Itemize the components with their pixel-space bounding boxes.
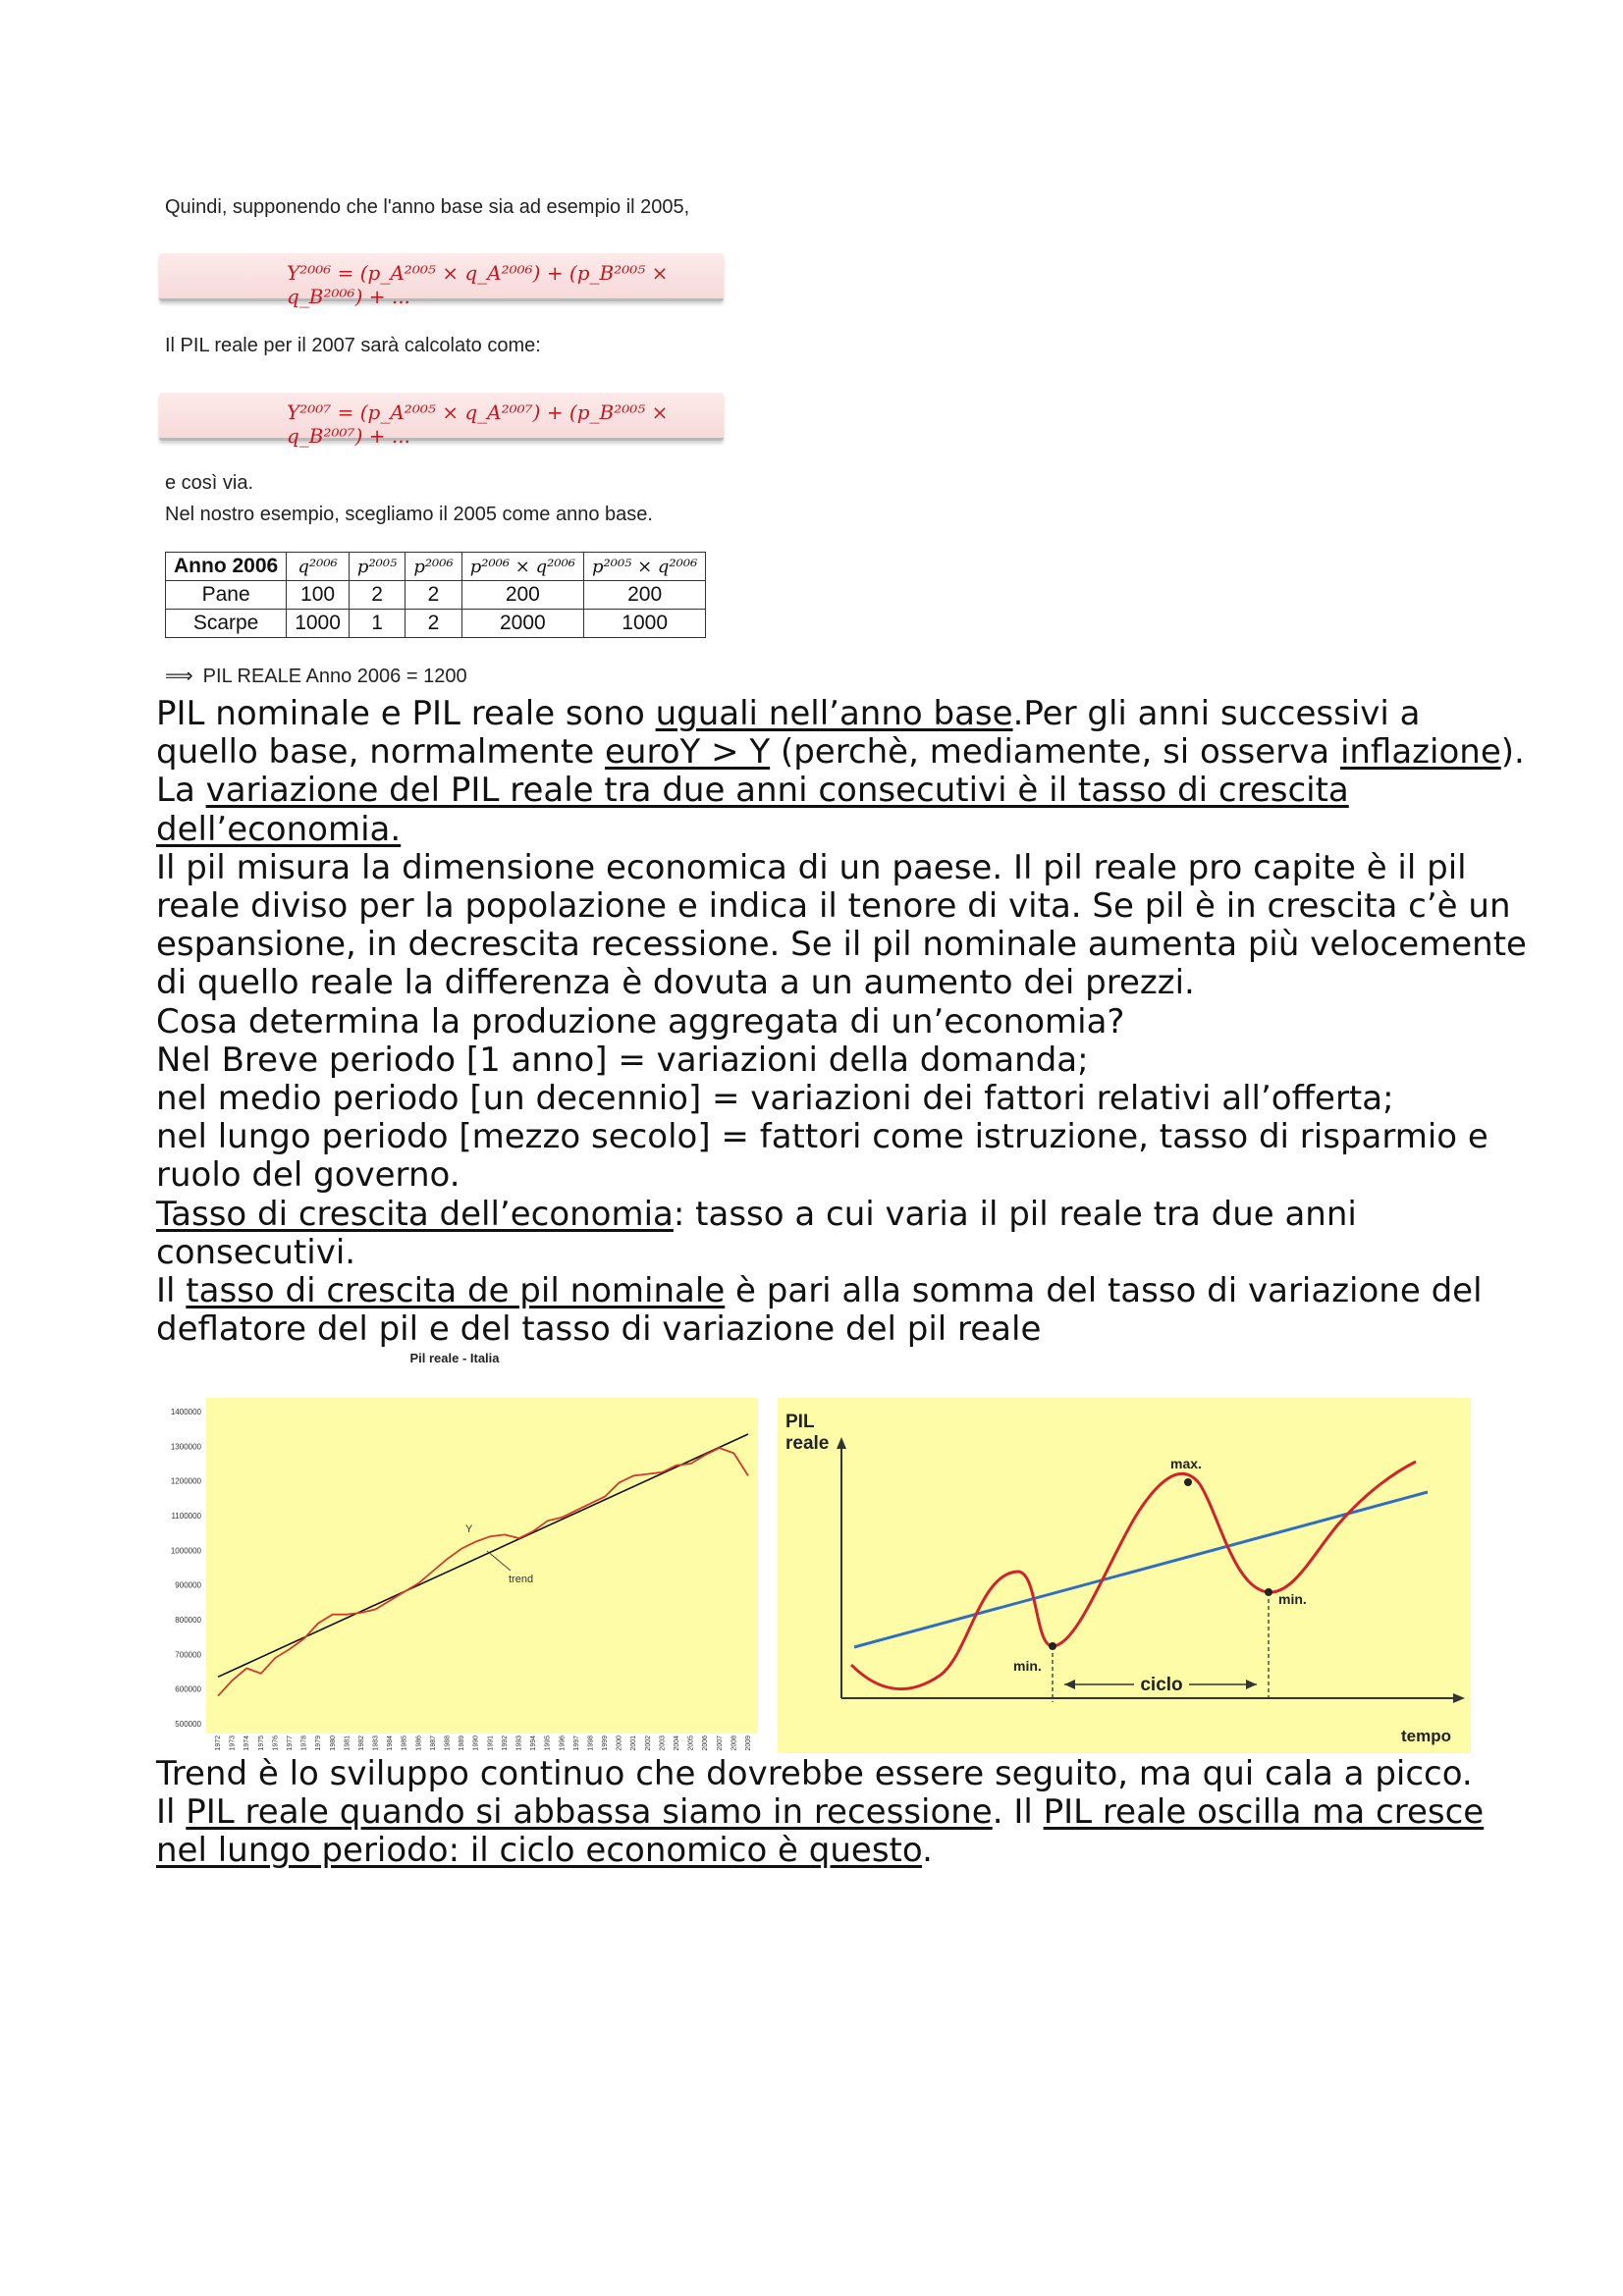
y-tick-label: 500000 xyxy=(175,1720,201,1729)
formula-2006-text: Y²⁰⁰⁶ = (p_A²⁰⁰⁵ × q_A²⁰⁰⁶) + (p_B²⁰⁰⁵ × q_B²⁰⁰⁶) + ... xyxy=(287,261,669,308)
paragraph: Il pil misura la dimensione economica di un paese. Il pil reale pro capite è il pil reale diviso per la popolazione e indica il tenore di vita. Se pil è in crescita c’è un espansione, in decrescita recessione. Se il pil nominale aumenta più velocemente di quello reale la differenza è dovuta a un aumento dei prezzi. xyxy=(156,847,1527,1003)
x-tick-label: 2009 xyxy=(745,1735,752,1751)
notes-block-1 xyxy=(156,695,1531,1349)
table-cell: 2000 xyxy=(461,610,583,638)
y-tick-label: 1000000 xyxy=(170,1546,201,1556)
x-tick-label: 1974 xyxy=(243,1735,251,1751)
y-tick-label: 1200000 xyxy=(170,1476,201,1486)
y-tick-label: 1100000 xyxy=(171,1512,201,1521)
table-cell: 2 xyxy=(406,610,461,638)
ciclo-economico-chart xyxy=(778,1398,1471,1753)
table-cell: 1 xyxy=(349,610,405,638)
chart-title: Pil reale - Italia xyxy=(409,1351,500,1365)
x-tick-label: 2001 xyxy=(630,1735,638,1751)
x-tick-label: 1988 xyxy=(444,1735,452,1751)
table-row xyxy=(166,610,706,638)
x-tick-label: 1985 xyxy=(401,1735,408,1751)
annotation-y: Y xyxy=(465,1523,473,1535)
table-cell: Pane xyxy=(166,581,287,610)
pil-table xyxy=(165,552,706,638)
y-tick-label: 1400000 xyxy=(170,1408,201,1416)
slide-cosi-via: e così via. xyxy=(165,472,254,494)
result-text: PIL REALE Anno 2006 = 1200 xyxy=(202,666,467,687)
x-tick-label: 1980 xyxy=(329,1735,337,1751)
annotation-max: max. xyxy=(1170,1456,1202,1471)
x-tick-label: 1997 xyxy=(572,1735,580,1751)
paragraph: Il tasso di crescita de pil nominale è pari alla somma del tasso di variazione del deflatore del pil e del tasso di variazione del pil reale xyxy=(156,1271,1483,1350)
table-cell: 1000 xyxy=(584,610,706,638)
x-tick-label: 2008 xyxy=(730,1735,738,1751)
table-cell: 200 xyxy=(584,581,706,610)
x-tick-label: 1983 xyxy=(372,1735,380,1751)
x-tick-label: 1992 xyxy=(501,1735,509,1751)
x-tick-label: 1981 xyxy=(344,1735,352,1751)
y-tick-label: 600000 xyxy=(175,1684,201,1694)
slide-intro: Quindi, supponendo che l'anno base sia ad esempio il 2005, xyxy=(165,196,690,218)
pil-italia-chart xyxy=(155,1347,766,1751)
x-tick-label: 1999 xyxy=(602,1735,610,1751)
x-tick-label: 1989 xyxy=(459,1735,466,1751)
paragraph: nel medio periodo [un decennio] = variazioni dei fattori relativi all’offerta; xyxy=(156,1079,1394,1119)
y-tick-label: 800000 xyxy=(175,1616,201,1625)
table-header-row xyxy=(166,553,706,581)
table-cell: 100 xyxy=(287,581,350,610)
x-label: tempo xyxy=(1401,1727,1451,1745)
y-tick-label: 1300000 xyxy=(170,1442,201,1452)
paragraph: Nel Breve periodo [1 anno] = variazioni della domanda; xyxy=(156,1040,1089,1080)
x-tick-label: 2006 xyxy=(702,1735,710,1751)
x-tick-label: 2007 xyxy=(716,1735,724,1751)
table-header: q²⁰⁰⁶ xyxy=(287,553,350,581)
x-tick-label: 1972 xyxy=(215,1735,222,1751)
slide-esempio: Nel nostro esempio, scegliamo il 2005 come anno base. xyxy=(165,504,653,525)
x-tick-label: 1978 xyxy=(300,1735,308,1751)
x-tick-label: 1979 xyxy=(315,1735,323,1751)
x-tick-label: 1990 xyxy=(472,1735,480,1751)
table-cell: Scarpe xyxy=(166,610,287,638)
table-cell: 200 xyxy=(461,581,583,610)
x-tick-label: 1993 xyxy=(515,1735,523,1751)
paragraph: Cosa determina la produzione aggregata di un’economia? xyxy=(156,1001,1125,1041)
notes-block-2 xyxy=(156,1755,1531,1871)
paragraph: Tasso di crescita dell’economia: tasso a cui varia il pil reale tra due anni consecutivi. xyxy=(156,1194,1357,1272)
table-row xyxy=(166,581,706,610)
table-header: p²⁰⁰⁵ xyxy=(349,553,405,581)
paragraph: PIL nominale e PIL reale sono uguali nell’anno base.Per gli anni successivi a quello base, normalmente euroY > Y (perchè, mediamente, si osserva inflazione). La variazione del PIL reale tra due anni consecutivi è il tasso di crescita dell’economia. xyxy=(156,694,1525,849)
table-header: Anno 2006 xyxy=(166,553,287,581)
x-tick-label: 1976 xyxy=(272,1735,280,1751)
table-cell: 2 xyxy=(349,581,405,610)
annotation-trend: trend xyxy=(509,1574,534,1585)
table-cell: 1000 xyxy=(287,610,350,638)
table-header: p²⁰⁰⁵ × q²⁰⁰⁶ xyxy=(584,553,706,581)
slide-line-2007: Il PIL reale per il 2007 sarà calcolato come: xyxy=(165,335,541,356)
x-tick-label: 2003 xyxy=(659,1735,667,1751)
formula-2007-text: Y²⁰⁰⁷ = (p_A²⁰⁰⁵ × q_A²⁰⁰⁷) + (p_B²⁰⁰⁵ × q_B²⁰⁰⁷) + ... xyxy=(287,400,669,448)
slide-result xyxy=(165,664,467,688)
x-tick-label: 1973 xyxy=(229,1735,237,1751)
x-tick-label: 1986 xyxy=(415,1735,423,1751)
paragraph: nel lungo periodo [mezzo secolo] = fattori come istruzione, tasso di risparmio e ruolo del governo. xyxy=(156,1117,1488,1196)
paragraph: Il PIL reale quando si abbassa siamo in recessione. Il PIL reale oscilla ma cresce nel lungo periodo: il ciclo economico è questo. xyxy=(156,1792,1485,1871)
plot-area xyxy=(206,1398,758,1734)
y-label-line2: reale xyxy=(785,1433,830,1454)
x-tick-label: 1994 xyxy=(530,1735,538,1751)
annotation-min-1: min. xyxy=(1013,1658,1042,1674)
table-header: p²⁰⁰⁶ xyxy=(406,553,461,581)
x-tick-label: 1984 xyxy=(387,1735,395,1751)
paragraph: Trend è lo sviluppo continuo che dovrebbe essere seguito, ma qui cala a picco. xyxy=(156,1754,1473,1793)
y-tick-label: 700000 xyxy=(175,1650,201,1660)
x-tick-label: 1982 xyxy=(357,1735,365,1751)
x-tick-label: 1995 xyxy=(544,1735,552,1751)
table-header: p²⁰⁰⁶ × q²⁰⁰⁶ xyxy=(461,553,583,581)
y-tick-label: 900000 xyxy=(175,1580,201,1590)
x-tick-label: 2005 xyxy=(687,1735,695,1751)
x-tick-label: 2004 xyxy=(674,1735,681,1751)
x-tick-label: 1987 xyxy=(429,1735,437,1751)
annotation-min-2: min. xyxy=(1278,1591,1307,1607)
formula-2007 xyxy=(159,393,724,448)
x-tick-label: 1991 xyxy=(487,1735,495,1751)
x-tick-label: 1977 xyxy=(286,1735,294,1751)
annotation-ciclo: ciclo xyxy=(1140,1675,1183,1695)
x-tick-label: 2002 xyxy=(644,1735,652,1751)
x-tick-label: 1975 xyxy=(257,1735,265,1751)
max-point xyxy=(1184,1478,1192,1486)
x-tick-label: 2000 xyxy=(616,1735,623,1751)
y-label-line1: PIL xyxy=(785,1412,815,1432)
x-tick-label: 1998 xyxy=(587,1735,595,1751)
implies-arrow: ⟹ xyxy=(165,666,193,687)
x-tick-label: 1996 xyxy=(559,1735,567,1751)
formula-2006 xyxy=(159,253,724,308)
table-cell: 2 xyxy=(406,581,461,610)
